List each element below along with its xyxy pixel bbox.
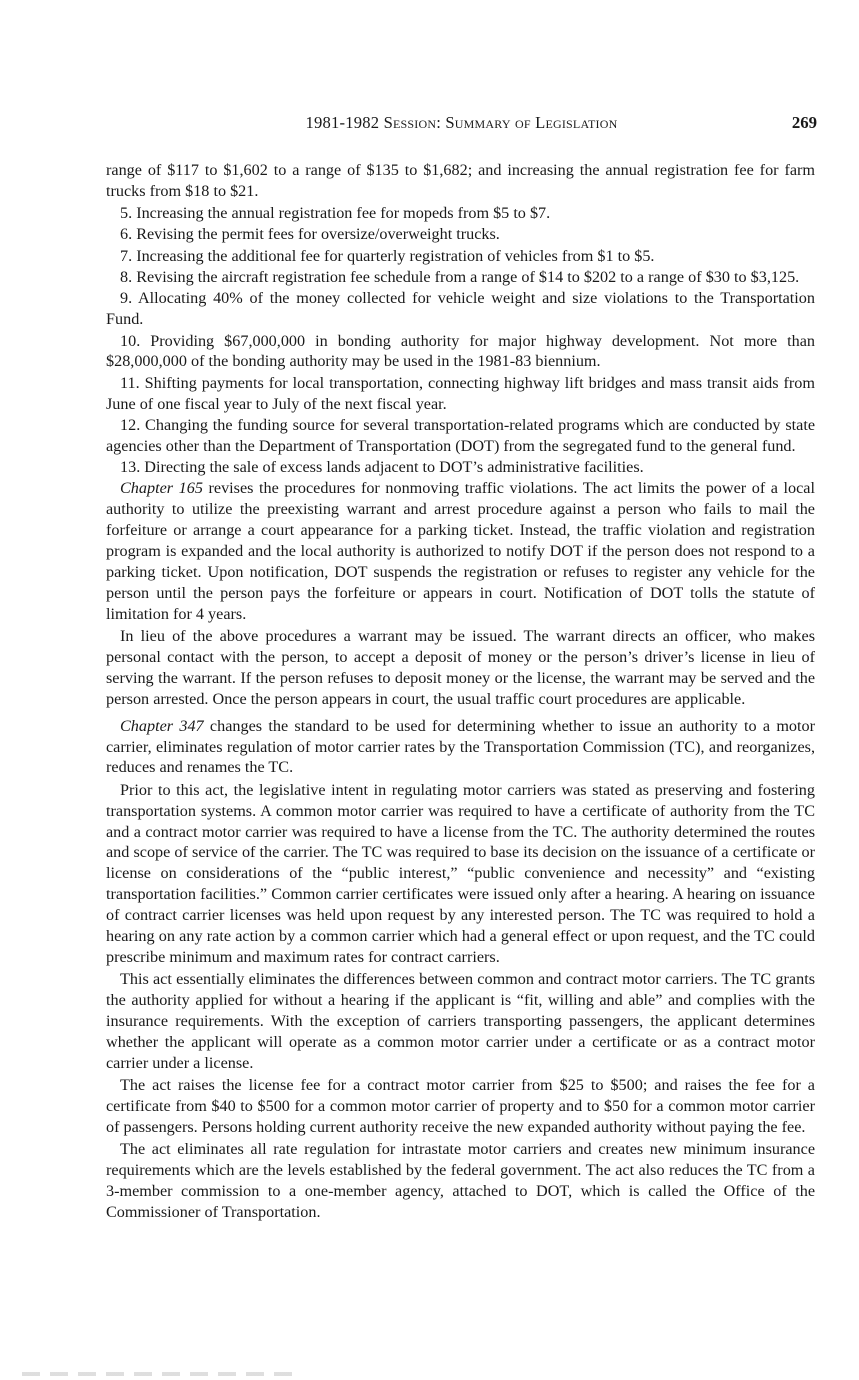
paragraph: Prior to this act, the legislative intent in regulating motor carriers was stated as preserving and fostering transportation systems. A common motor carrier was required to have a certificate of authority from the TC and a contract motor carrier was required to have a license from the TC. The authority determined the routes and scope of service of the carrier. The TC was required to base its decision on the issuance of a certificate or license on considerations of the “public interest,” “public convenience and necessity” and “existing transportation facilities.” Common carrier certificates were issued only after a hearing. A hearing on issuance of contract carrier licenses was held upon request by any interested person. The TC was required to hold a hearing on any rate action by a common carrier which had a general effect or upon request, and the TC could prescribe minimum and maximum rates for contract carriers. [106, 780, 815, 966]
list-item: 12. Changing the funding source for several transportation-related programs which are conducted by state agencies other than the Department of Transportation (DOT) from the segregated fund to the general fund. [106, 415, 815, 455]
body-text [106, 160, 815, 1224]
page-number: 269 [791, 113, 817, 132]
paragraph-chapter-165 [106, 478, 815, 624]
chapter-reference: Chapter 165 [120, 479, 203, 498]
list-item: 7. Increasing the additional fee for quarterly registration of vehicles from $1 to $5. [120, 246, 655, 265]
paragraph-continuation: range of $117 to $1,602 to a range of $135 to $1,682; and increasing the annual registration fee for farm trucks from $18 to $21. [106, 161, 815, 200]
scan-artifact [22, 1372, 292, 1376]
list-item: 5. Increasing the annual registration fee for mopeds from $5 to $7. [120, 204, 551, 223]
paragraph-text: changes the standard to be used for determining whether to issue an authority to a motor carrier, eliminates regulation of motor carrier rates by the Transportation Commission (TC), and reorganizes, reduces and renames the TC. [106, 716, 815, 777]
paragraph-chapter-347 [106, 716, 815, 779]
list-item: 10. Providing $67,000,000 in bonding authority for major highway development. Not more than $28,000,000 of the bonding authority may be used in the 1981-83 biennium. [106, 331, 815, 371]
paragraph: The act raises the license fee for a contract motor carrier from $25 to $500; and raises the fee for a certificate from $40 to $500 for a common motor carrier of property and to $50 for a common motor carrier of passengers. Persons holding current authority receive the new expanded authority without paying the fee. [106, 1075, 815, 1136]
list-item: 8. Revising the aircraft registration fee schedule from a range of $14 to $202 to a range of $30 to $3,125. [120, 268, 800, 286]
list-item: 6. Revising the permit fees for oversize/overweight trucks. [120, 225, 500, 244]
list-item: 9. Allocating 40% of the money collected for vehicle weight and size violations to the Transportation Fund. [106, 289, 815, 329]
list-item: 11. Shifting payments for local transportation, connecting highway lift bridges and mass transit aids from June of one fiscal year to July of the next fiscal year. [106, 373, 815, 413]
running-header [106, 113, 817, 137]
running-title: 1981-1982 Session: Summary of Legislation [305, 113, 618, 132]
paragraph: This act essentially eliminates the differences between common and contract motor carriers. The TC grants the authority applied for without a hearing if the applicant is “fit, willing and able” and complies with the insurance requirements. With the exception of carriers transporting passengers, the applicant determines whether the applicant will operate as a common motor carrier under a certificate or as a contract motor carrier under a license. [106, 970, 815, 1072]
paragraph: The act eliminates all rate regulation for intrastate motor carriers and creates new minimum insurance requirements which are the levels established by the federal government. The act also reduces the TC from a 3-member commission to a one-member agency, attached to DOT, which is called the Office of the Commissioner of Transportation. [106, 1139, 815, 1221]
paragraph-text: revises the procedures for nonmoving traffic violations. The act limits the power of a local authority to utilize the preexisting warrant and arrest procedure against a person who fails to mail the forfeiture or arrange a court appearance for a parking ticket. Instead, the traffic violation and registration program is expanded and the local authority is authorized to notify DOT if the person does not respond to a parking ticket. Upon notification, DOT suspends the registration or refuses to register any vehicle for the person until the person pays the forfeiture or appears in court. Notification of DOT tolls the statute of limitation for 4 years. [106, 479, 815, 623]
chapter-reference: Chapter 347 [120, 716, 204, 735]
list-item: 13. Directing the sale of excess lands adjacent to DOT’s administrative facilities. [120, 458, 644, 477]
paragraph: In lieu of the above procedures a warrant may be issued. The warrant directs an officer, who makes personal contact with the person, to accept a deposit of money or the person’s driver’s license in lieu of serving the warrant. If the person refuses to deposit money or the license, the warrant may be served and the person arrested. Once the person appears in court, the usual traffic court procedures are applicable. [106, 627, 815, 708]
